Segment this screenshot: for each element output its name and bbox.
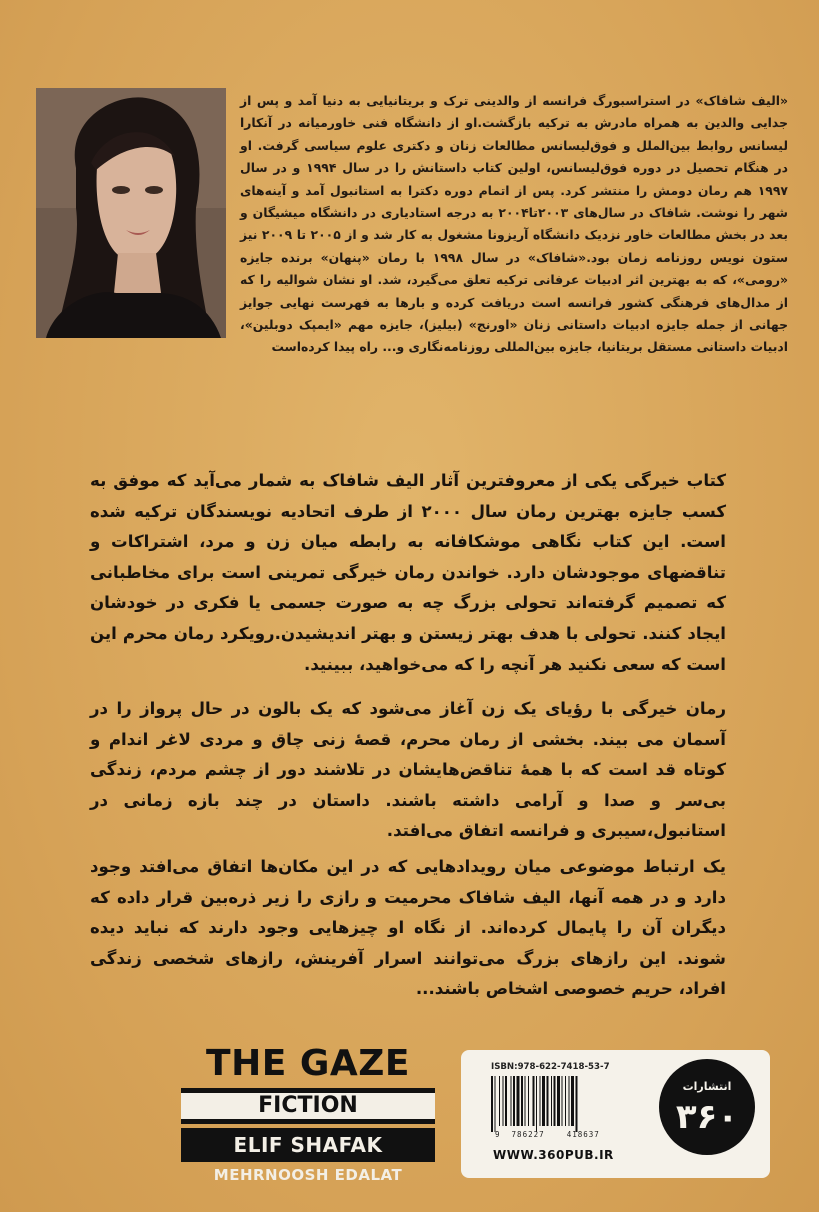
- publisher-number: ۳۶۰: [675, 1097, 739, 1137]
- description-paragraph-3: یک ارتباط موضوعی میان رویدادهایی که در این مکان‌ها اتفاق می‌افتد وجود دارد و در همه آنها، الیف شافاک محرمیت و رازی را زیر ذره‌بین قرار داده که دیگران آن را پایمال کرده‌اند. از نگاه او چیزهایی وجود دارند که نباید دیده شوند. این رازهای بزرگ می‌توانند اسرار آفرینش، رازهای شخصی زندگی افراد، حریم خصوصی اشخاص باشند...: [90, 857, 726, 999]
- genre-label-bar: [181, 1088, 435, 1124]
- publisher-name: انتشارات: [682, 1080, 732, 1093]
- barcode-digits: [495, 1130, 600, 1139]
- barcode-lead-digit: 9: [495, 1130, 501, 1139]
- author-biography: «الیف شافاک» در استراسبورگ فرانسه از والدینی ترک و بریتانیایی به دنیا آمد و پس از جدایی والدین به همراه مادرش به ترکیه بازگشت.او از دانشگاه فنی خاورمیانه در آنکارا لیسانس روابط بین‌الملل و فوق‌لیسانس مطالعات زنان و دکتری علوم سیاسی گرفت. او در هنگام تحصیل در دوره فوق‌لیسانس، اولین کتاب داستانش را در سال ۱۹۹۴ و در سال ۱۹۹۷ هم رمان دومش را منتشر کرد. پس از اتمام دوره دکترا به استانبول آمد و آینه‌های شهر را نوشت. شافاک در سال‌های ۲۰۰۳تا۲۰۰۴ به درجه استادیاری در دانشگاه میشیگان و بعد در بخش مطالعات خاور نزدیک دانشگاه آریزونا مشغول به کار شد و از ۲۰۰۵ تا ۲۰۰۹ نیز ستون نویس روزنامه زمان بود.«شافاک» در سال ۱۹۹۸ با رمان «پنهان» برنده جایزه «رومی»، که به بهترین اثر ادبیات عرفانی ترکیه تعلق می‌گیرد، شد. او نشان شوالیه را که از مدال‌های فرهنگی کشور فرانسه است دریافت کرده و بارها به فهرست نهایی جوایز جهانی از جمله جایزه ادبیات داستانی زنان «اورنج» (بیلیز)، جایزه مهم «ایمپک دوبلین»، ادبیات داستانی مستقل بریتانیا، جایزه بین‌المللی روزنامه‌نگاری و... راه پیدا کرده‌است: [240, 93, 789, 355]
- author-photo: [36, 88, 226, 338]
- barcode-panel: [461, 1050, 770, 1178]
- book-title: THE GAZE: [206, 1043, 410, 1084]
- barcode-digits-right: 418637: [566, 1130, 600, 1139]
- barcode-icon: [489, 1076, 649, 1132]
- publisher-logo-icon: [658, 1058, 756, 1156]
- genre-label: FICTION: [181, 1093, 435, 1119]
- title-block: [181, 1044, 435, 1184]
- translator-name: MEHRNOOSH EDALAT: [213, 1166, 403, 1184]
- barcode-digits-left: 786227: [511, 1130, 545, 1139]
- isbn-number: ISBN:978-622-7418-53-7: [491, 1062, 610, 1072]
- description-paragraph-2: رمان خیرگی با رؤیای یک زن آغاز می‌شود که یک بالون در حال پرواز را در آسمان می بیند. بخشی از رمان محرم، قصهٔ زنی چاق و مردی لاغر اندام و کوتاه قد است که با همهٔ تناقض‌هایشان در تلاشند دور از چشم مردم، زندگی بی‌سر و صدا و آرامی داشته باشند. داستان در چند بازه زمانی در استانبول،سیبری و فرانسه اتفاق می‌افتد.: [90, 699, 726, 841]
- description-paragraph-1: کتاب خیرگی یکی از معروفترین آثار الیف شافاک به شمار می‌آید که موفق به کسب جایزه بهترین رمان سال ۲۰۰۰ از طرف اتحادیه نویسندگان ترکیه شده است. این کتاب نگاهی موشکافانه به رابطه میان زن و مرد، اشتراکات و تناقضهای موجودشان دارد. خواندن رمان خیرگی تمرینی است برای مخاطبانی که تصمیم گرفته‌اند تحولی بزرگ چه به صورت جسمی یا فکری در خودشان ایجاد کنند. تحولی با هدف بهتر زیستن و بهتر اندیشیدن.رویکرد رمان محرم این است که سعی نکنید هر آنچه را که می‌خواهید، ببینید.: [90, 471, 726, 674]
- author-name: ELIF SHAFAK: [181, 1128, 435, 1162]
- publisher-website: WWW.360PUB.IR: [493, 1148, 614, 1162]
